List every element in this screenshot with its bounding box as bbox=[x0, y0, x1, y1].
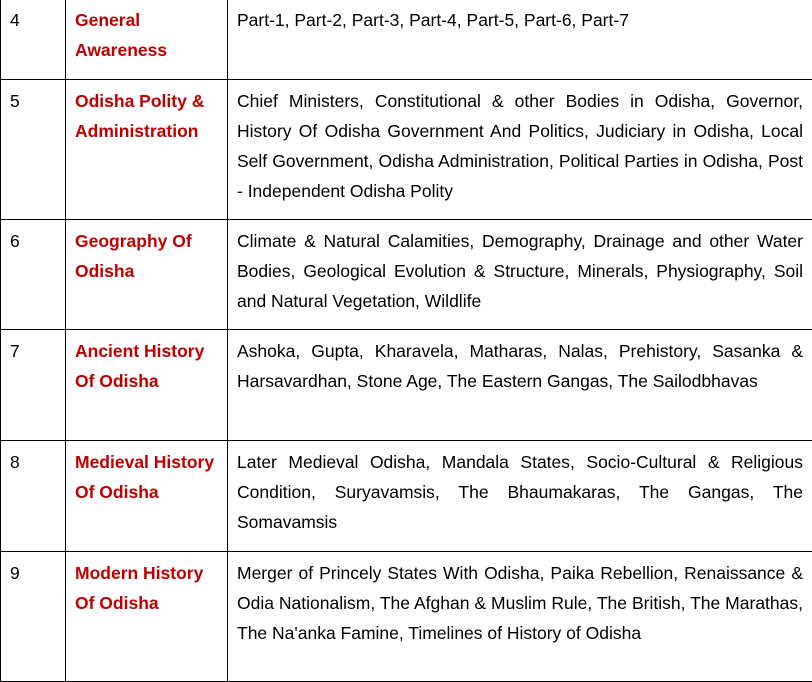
topic-list: Chief Ministers, Constitutional & other Bodies in Odisha, Governor, History Of Odisha Government And Politics, Judiciary in Odisha, Local Self Government, Odisha Administration, Political Parties in Odisha, Post - Independent Odisha Polity bbox=[228, 80, 812, 220]
table-row bbox=[1, 80, 812, 220]
subject-name: General Awareness bbox=[66, 0, 228, 80]
topic-list: Later Medieval Odisha, Mandala States, Socio-Cultural & Religious Condition, Suryavamsis, The Bhaumakaras, The Gangas, The Somavamsis bbox=[228, 441, 812, 552]
subject-name: Medieval History Of Odisha bbox=[66, 441, 228, 552]
table-row bbox=[1, 441, 812, 552]
row-number: 6 bbox=[1, 220, 66, 330]
topic-list: Ashoka, Gupta, Kharavela, Matharas, Nalas, Prehistory, Sasanka & Harsavardhan, Stone Age, The Eastern Gangas, The Sailodbhavas bbox=[228, 330, 812, 441]
row-number: 5 bbox=[1, 80, 66, 220]
row-number: 7 bbox=[1, 330, 66, 441]
subject-name: Modern History Of Odisha bbox=[66, 552, 228, 682]
topic-list: Merger of Princely States With Odisha, Paika Rebellion, Renaissance & Odia Nationalism, The Afghan & Muslim Rule, The British, The Marathas, The Na'anka Famine, Timelines of History of Odisha bbox=[228, 552, 812, 682]
subject-name: Ancient History Of Odisha bbox=[66, 330, 228, 441]
subject-name: Odisha Polity & Administration bbox=[66, 80, 228, 220]
table-row bbox=[1, 552, 812, 682]
row-number: 8 bbox=[1, 441, 66, 552]
row-number: 4 bbox=[1, 0, 66, 80]
row-number: 9 bbox=[1, 552, 66, 682]
topic-list: Climate & Natural Calamities, Demography, Drainage and other Water Bodies, Geological Evolution & Structure, Minerals, Physiography, Soil and Natural Vegetation, Wildlife bbox=[228, 220, 812, 330]
subject-name: Geography Of Odisha bbox=[66, 220, 228, 330]
table-row bbox=[1, 330, 812, 441]
table-row bbox=[1, 220, 812, 330]
topic-list: Part-1, Part-2, Part-3, Part-4, Part-5, Part-6, Part-7 bbox=[228, 0, 812, 80]
table-row bbox=[1, 0, 812, 80]
